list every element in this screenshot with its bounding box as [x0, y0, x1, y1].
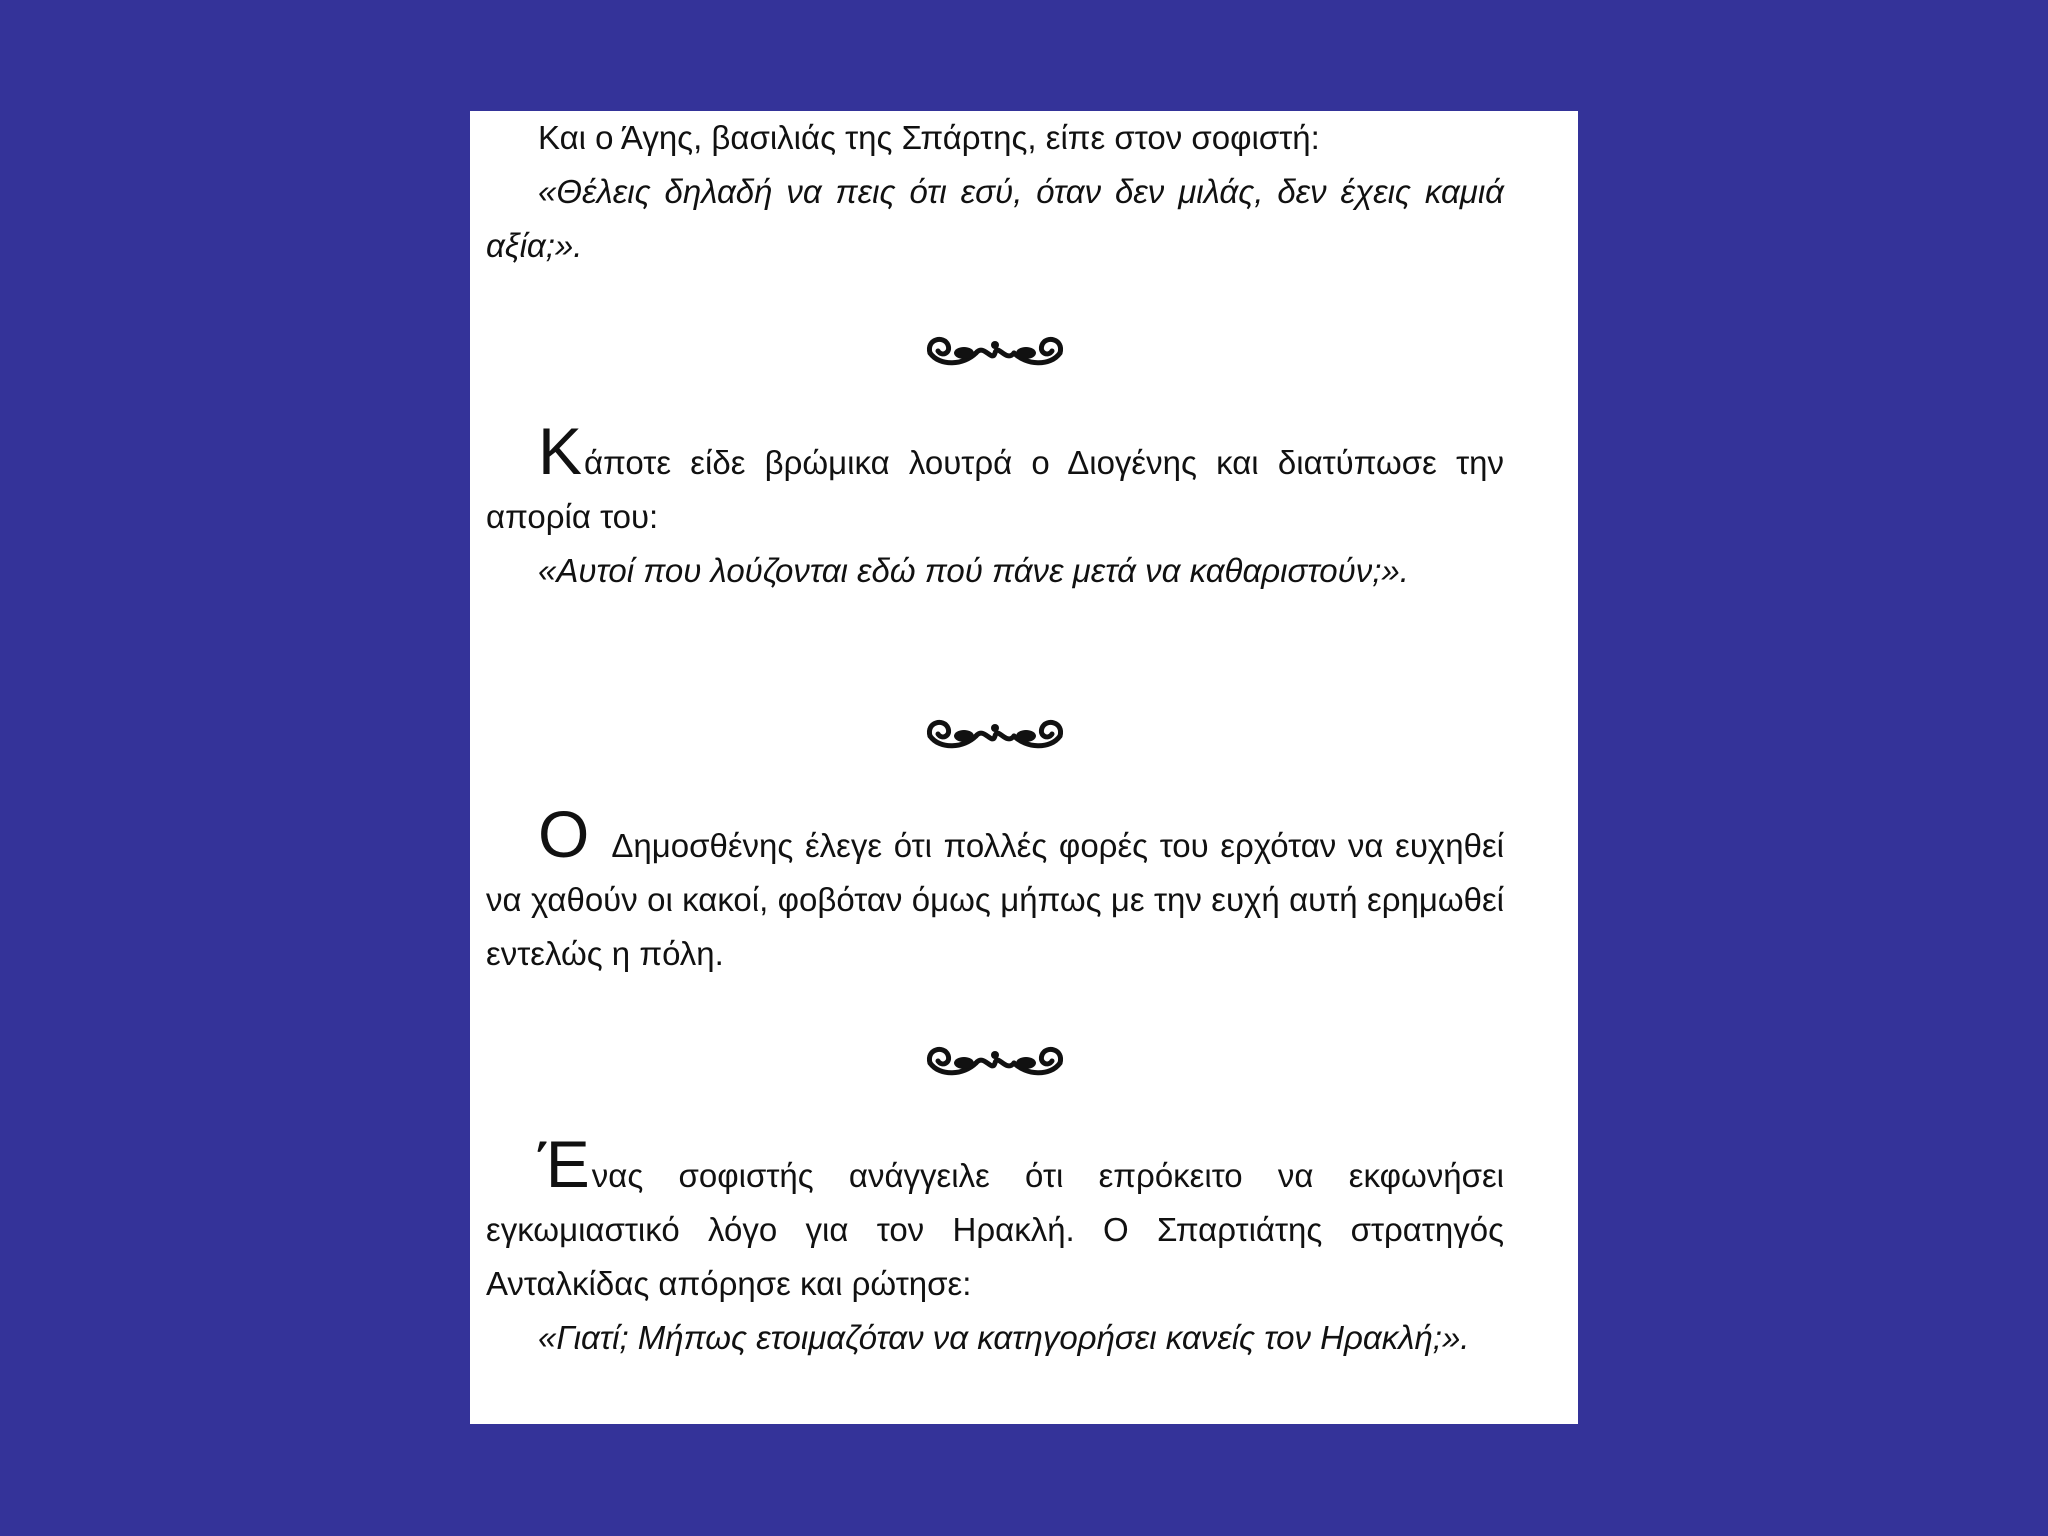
- quote-text: «Γιατί; Μήπως ετοιμαζόταν να κατηγορήσει κανείς τον Ηρακλή;».: [538, 1319, 1470, 1356]
- document-page: [470, 111, 1578, 1424]
- anecdote-demosthenes: [486, 797, 1504, 981]
- anecdote-diogenes: [486, 414, 1504, 598]
- narrative-paragraph: [486, 797, 1504, 981]
- drop-cap: Ο: [538, 797, 590, 871]
- narrative-text: νας σοφιστής ανάγγειλε ότι επρόκειτο να εκφωνήσει εγκωμιαστικό λόγο για τον Ηρακλή. Ο Σπαρτιάτης στρατηγός Ανταλκίδας απόρησε και ρώτησε:: [486, 1157, 1504, 1302]
- narrative-paragraph: [486, 414, 1504, 544]
- narrative-text: Δημοσθένης έλεγε ότι πολλές φορές του ερχόταν να ευχηθεί να χαθούν οι κακοί, φοβόταν όμως μήπως με την ευχή αυτή ερημωθεί εντελώς η πόλη.: [486, 827, 1504, 972]
- quote-text: «Θέλεις δηλαδή να πεις ότι εσύ, όταν δεν μιλάς, δεν έχεις καμιά αξία;».: [486, 173, 1504, 264]
- anecdote-agis: [486, 111, 1504, 273]
- fleuron-divider-icon: [920, 706, 1070, 762]
- quote-text: «Αυτοί που λούζονται εδώ πού πάνε μετά να καθαριστούν;».: [538, 552, 1409, 589]
- fleuron-divider-icon: [920, 1033, 1070, 1089]
- drop-cap: Κ: [538, 414, 583, 488]
- anecdote-antalkidas: [486, 1127, 1504, 1365]
- drop-cap: Έ: [538, 1127, 590, 1201]
- narrative-text: άποτε είδε βρώμικα λουτρά ο Διογένης και διατύπωσε την απορία του:: [486, 444, 1504, 535]
- narrative-paragraph: [486, 1127, 1504, 1311]
- narrative-text: Και ο Άγης, βασιλιάς της Σπάρτης, είπε στον σοφιστή:: [538, 119, 1320, 156]
- fleuron-divider-icon: [920, 323, 1070, 379]
